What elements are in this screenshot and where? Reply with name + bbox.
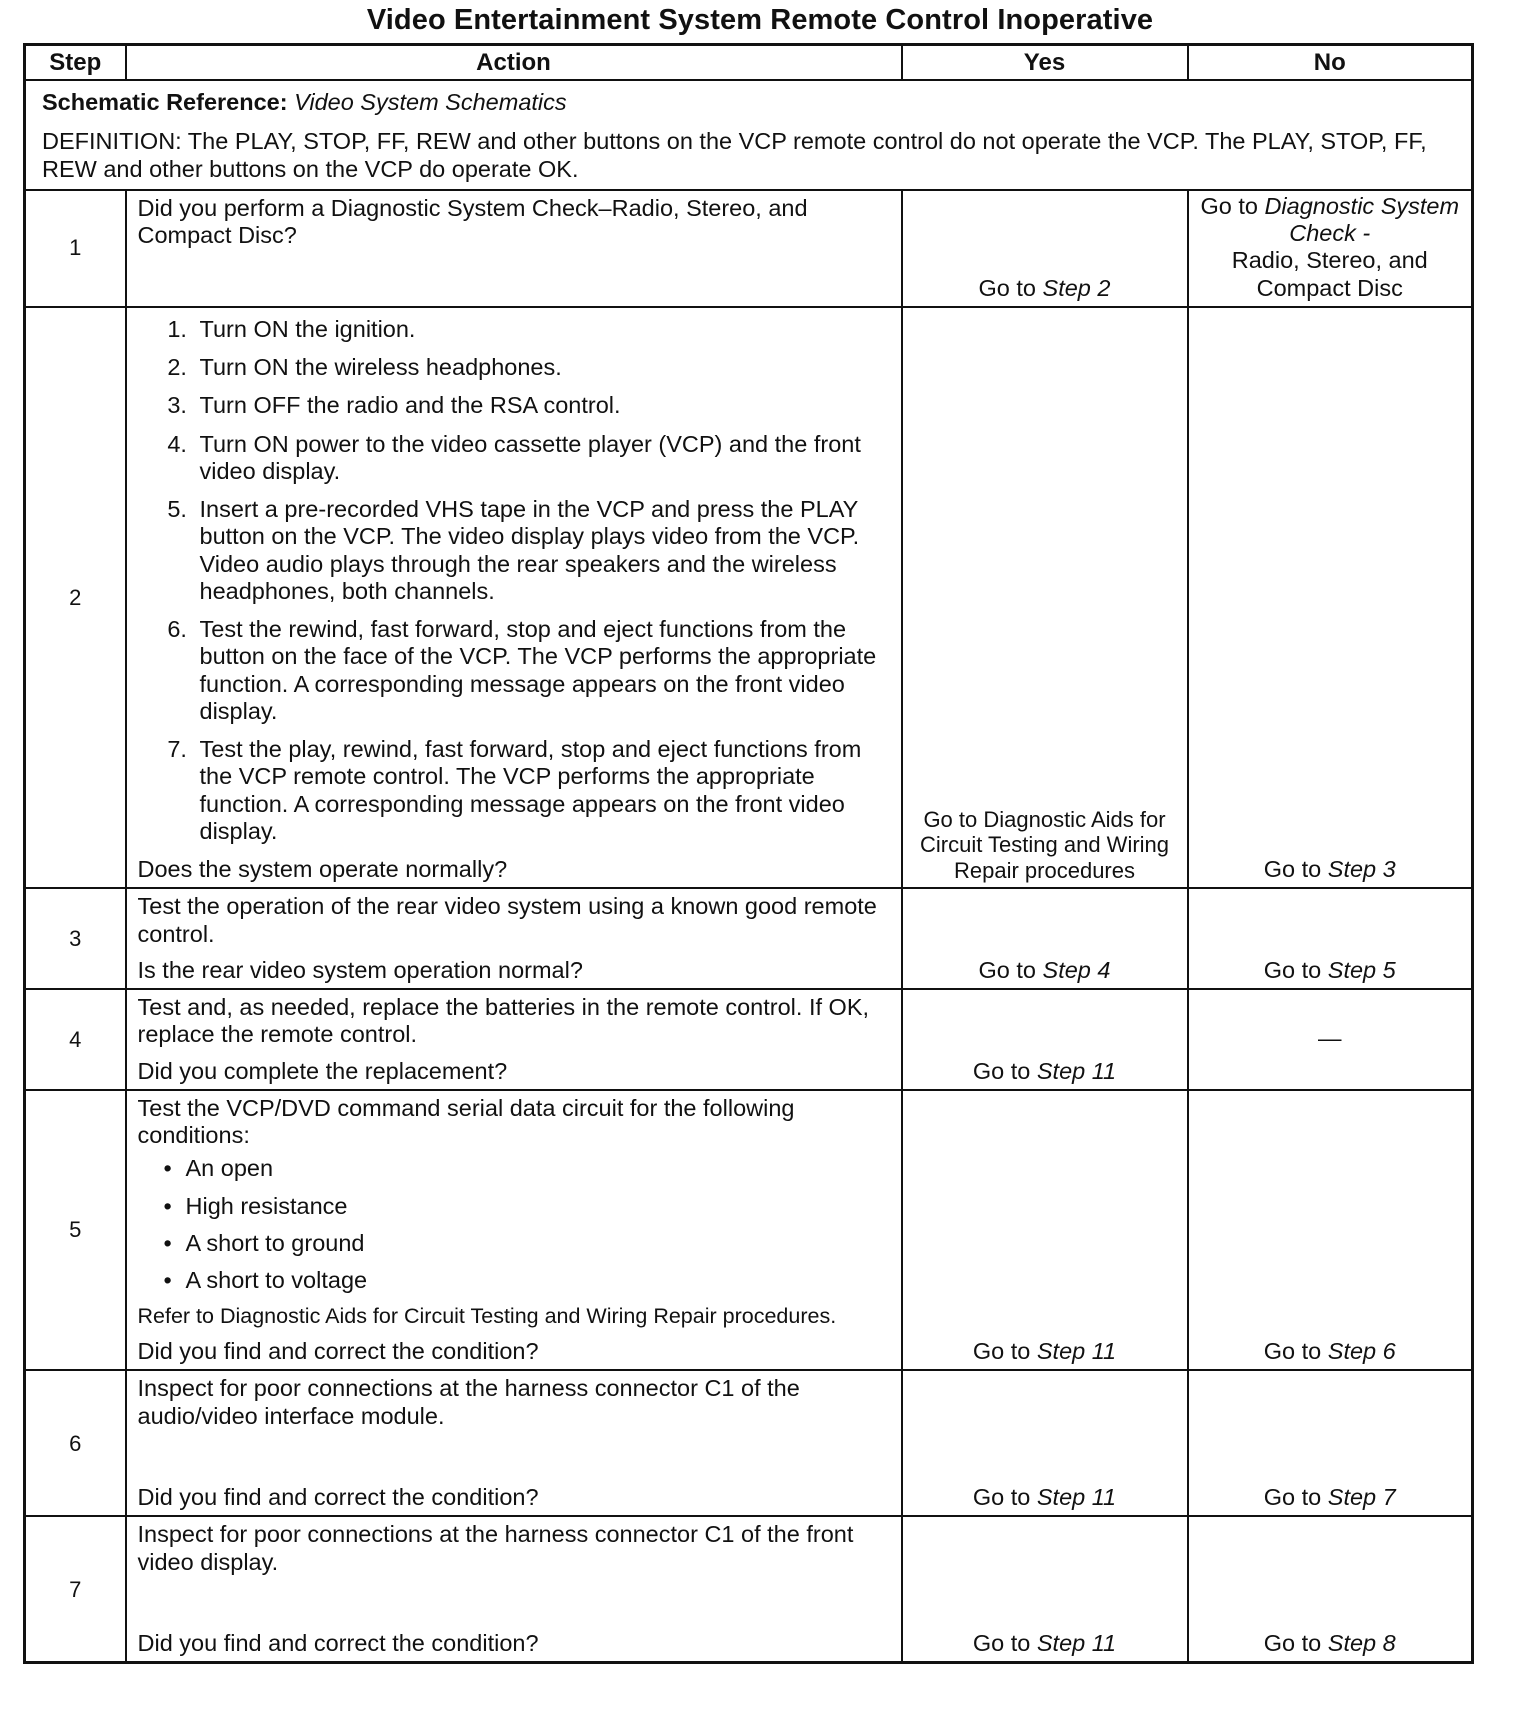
step-number: 5	[25, 1090, 126, 1371]
no-cell: Go to Diagnostic System Check - Radio, Stereo, and Compact Disc	[1188, 190, 1473, 307]
table-row	[25, 1090, 1473, 1371]
list-item: 3. Turn OFF the radio and the RSA control.	[194, 392, 891, 419]
action-text: Test the operation of the rear video system using a known good remote control.	[137, 893, 877, 947]
page-title: Video Entertainment System Remote Control Inoperative	[366, 4, 1154, 36]
list-item: • An open	[186, 1155, 891, 1182]
step-number: 7	[25, 1516, 126, 1663]
table-row	[25, 1370, 1473, 1516]
definition-text: DEFINITION: The PLAY, STOP, FF, REW and other buttons on the VCP remote control do not operate the VCP. The PLAY, STOP, FF, REW and other buttons on the VCP do operate OK.	[42, 128, 1427, 182]
action-text: Test and, as needed, replace the batteries in the remote control. If OK, replace the remote control.	[137, 994, 870, 1048]
question-text: Does the system operate normally?	[137, 856, 508, 882]
header-row	[25, 45, 1473, 81]
question-text: Did you find and correct the condition?	[137, 1338, 539, 1365]
table-row	[25, 888, 1473, 989]
schematic-reference-link: Video System Schematics	[294, 89, 567, 115]
action-text: Test the VCP/DVD command serial data circuit for the following conditions:	[137, 1094, 795, 1148]
list-item: • High resistance	[186, 1193, 891, 1220]
step-number: 1	[25, 190, 126, 307]
action-text: Inspect for poor connections at the harness connector C1 of the front video display.	[137, 1521, 854, 1575]
table-row	[25, 190, 1473, 307]
step-number: 6	[25, 1370, 126, 1516]
no-cell: Go to Step 7	[1188, 1370, 1473, 1516]
no-cell: Go to Step 3	[1188, 307, 1473, 889]
no-cell: Go to Step 6	[1188, 1090, 1473, 1371]
question-text: Did you find and correct the condition?	[137, 1630, 539, 1657]
schematic-label: Schematic Reference:	[42, 89, 288, 115]
list-item: 1. Turn ON the ignition.	[194, 316, 891, 343]
note-text: Refer to Diagnostic Aids for Circuit Testing and Wiring Repair procedures.	[137, 1304, 837, 1329]
table-row	[25, 989, 1473, 1090]
condition-list	[138, 1155, 891, 1294]
list-item: • A short to voltage	[186, 1267, 891, 1294]
table-row	[25, 1516, 1473, 1663]
procedure-list	[138, 316, 891, 845]
action-text: Inspect for poor connections at the harness connector C1 of the audio/video interface module.	[137, 1375, 800, 1429]
yes-cell: Go to Step 11	[902, 1370, 1188, 1516]
list-item: 6. Test the rewind, fast forward, stop and eject functions from the button on the face of the VCP. The VCP performs the appropriate function. A corresponding message appears on the front video display.	[194, 616, 891, 725]
question-text: Did you find and correct the condition?	[137, 1484, 539, 1511]
yes-cell: Go to Step 11	[902, 1516, 1188, 1663]
header-yes: Yes	[902, 45, 1188, 81]
yes-cell: Go to Step 4	[902, 888, 1188, 989]
yes-cell: Go to Step 11	[902, 1090, 1188, 1371]
yes-cell: Go to Diagnostic Aids for Circuit Testing and Wiring Repair procedures	[902, 307, 1188, 889]
no-cell: Go to Step 5	[1188, 888, 1473, 989]
list-item: • A short to ground	[186, 1230, 891, 1257]
list-item: 2. Turn ON the wireless headphones.	[194, 354, 891, 381]
header-step: Step	[25, 45, 126, 81]
yes-cell: Go to Step 2	[902, 190, 1188, 307]
step-number: 4	[25, 989, 126, 1090]
header-action: Action	[126, 45, 902, 81]
list-item: 7. Test the play, rewind, fast forward, stop and eject functions from the VCP remote control. The VCP performs the appropriate function. A corresponding message appears on the front video display.	[194, 736, 891, 845]
list-item: 4. Turn ON power to the video cassette player (VCP) and the front video display.	[194, 431, 891, 486]
table-row	[25, 307, 1473, 889]
question-text: Did you complete the replacement?	[137, 1057, 508, 1084]
step-number: 3	[25, 888, 126, 989]
yes-cell: Go to Step 11	[902, 989, 1188, 1090]
no-cell: Go to Step 8	[1188, 1516, 1473, 1663]
diagnostic-table	[23, 43, 1474, 1664]
step-number: 2	[25, 307, 126, 889]
question-text: Is the rear video system operation normal?	[137, 956, 583, 983]
list-item: 5. Insert a pre-recorded VHS tape in the VCP and press the PLAY button on the VCP. The video display plays video from the VCP. Video audio plays through the rear speakers and the wireless headphones, both channels.	[194, 496, 891, 605]
header-no: No	[1188, 45, 1473, 81]
action-text: Did you perform a Diagnostic System Check–Radio, Stereo, and Compact Disc?	[137, 194, 808, 248]
no-cell: —	[1188, 989, 1473, 1090]
schematic-row	[25, 80, 1473, 190]
